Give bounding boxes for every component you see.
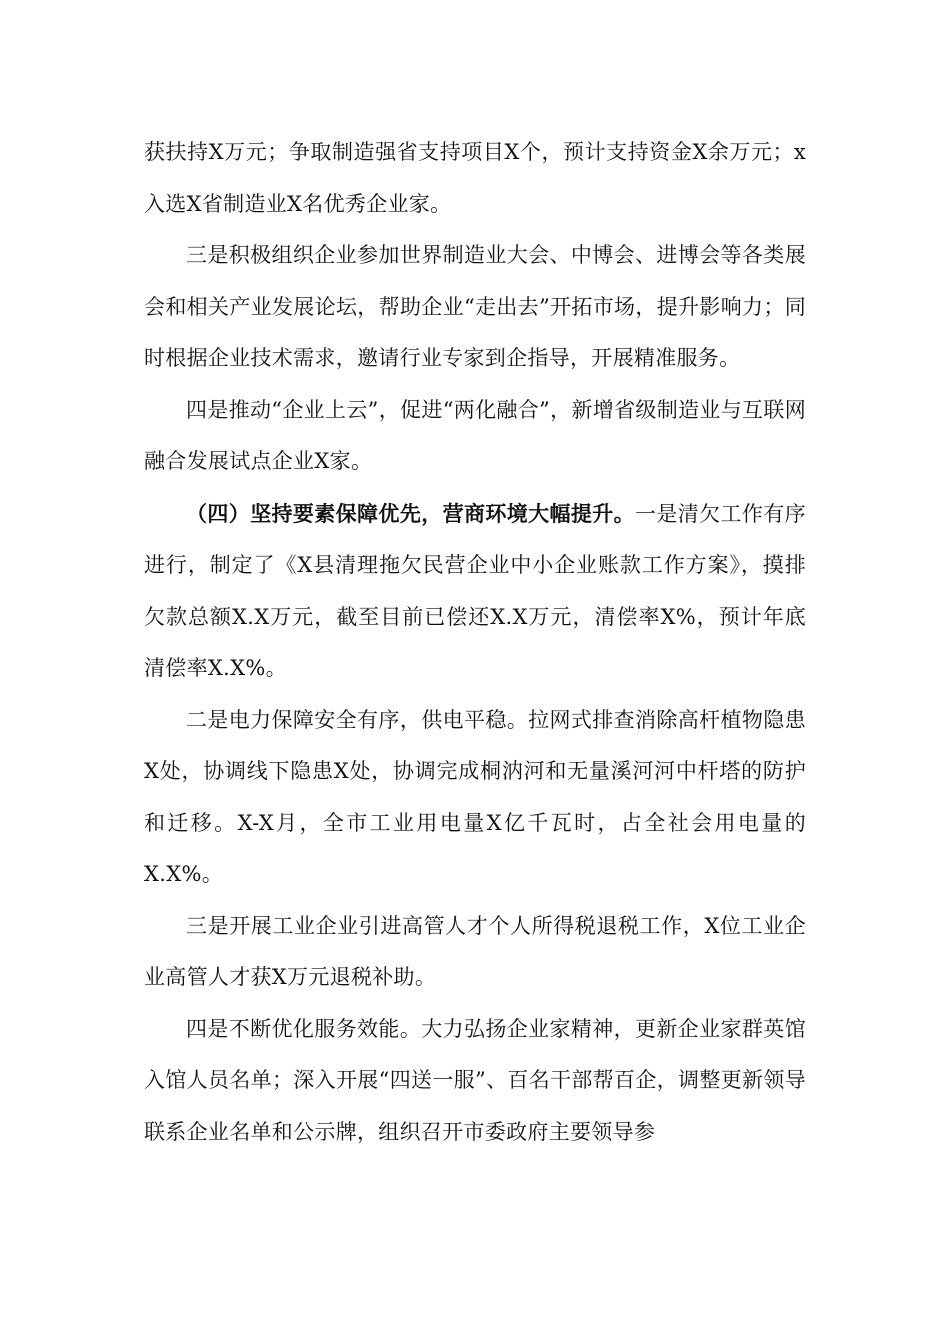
paragraph-7: 四是不断优化服务效能。大力弘扬企业家精神，更新企业家群英馆入馆人员名单；深入开展“四送一服”、百名干部帮百企，调整更新领导联系企业名单和公示牌，组织召开市委政府主要领导参 — [144, 1016, 806, 1144]
paragraph-6: 三是开展工业企业引进高管人才个人所得税退税工作，X位工业企业高管人才获X万元退税补助。 — [144, 913, 806, 989]
document-body — [144, 127, 806, 1158]
paragraph-4 — [144, 488, 806, 695]
paragraph-5: 二是电力保障安全有序，供电平稳。拉网式排查消除高杆植物隐患X处，协调线下隐患X处，协调完成桐汭河和无量溪河河中杆塔的防护和迁移。X-X月，全市工业用电量X亿千瓦时，占全社会用电量的X.X%。 — [144, 707, 806, 886]
section-heading: （四）坚持要素保障优先，营商环境大幅提升。 — [186, 500, 636, 526]
paragraph-1: 获扶持X万元；争取制造强省支持项目X个，预计支持资金X余万元；x入选X省制造业X名优秀企业家。 — [144, 140, 806, 216]
paragraph-2: 三是积极组织企业参加世界制造业大会、中博会、进博会等各类展会和相关产业发展论坛，帮助企业“走出去”开拓市场，提升影响力；同时根据企业技术需求，邀请行业专家到企指导，开展精准服务。 — [144, 243, 806, 370]
paragraph-3: 四是推动“企业上云”，促进“两化融合”，新增省级制造业与互联网融合发展试点企业X家。 — [144, 397, 806, 473]
paragraph-4-body: 一是清欠工作有序进行，制定了《X县清理拖欠民营企业中小企业账款工作方案》，摸排欠款总额X.X万元，截至目前已偿还X.X万元，清偿率X%，预计年底清偿率X.X%。 — [144, 501, 806, 680]
